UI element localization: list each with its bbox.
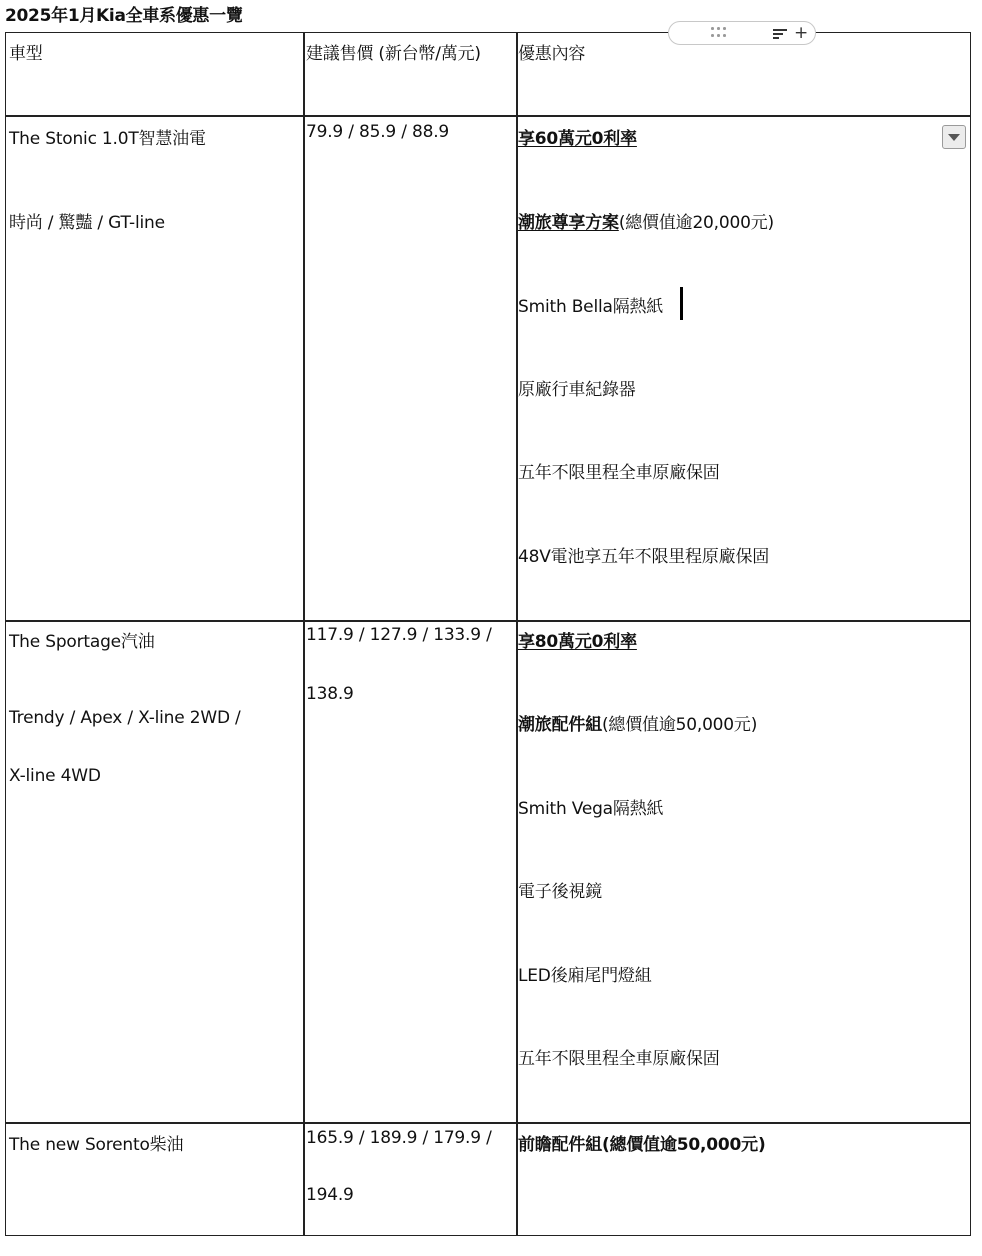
row-divider bbox=[6, 620, 970, 622]
table-toolbar[interactable] bbox=[668, 21, 816, 45]
row3-price-cont[interactable]: 194.9 bbox=[306, 1185, 354, 1205]
header-price: 建議售價 (新台幣/萬元) bbox=[306, 44, 481, 64]
sort-lines-icon[interactable] bbox=[773, 29, 787, 39]
row1-offer-item[interactable]: 48V電池享五年不限里程原廠保固 bbox=[518, 547, 770, 567]
row1-offer-item[interactable]: Smith Bella隔熱紙 bbox=[518, 297, 664, 317]
row2-offer-item[interactable]: LED後廂尾門燈組 bbox=[518, 966, 652, 986]
row3-price[interactable]: 165.9 / 189.9 / 179.9 / bbox=[306, 1128, 492, 1148]
row3-model[interactable]: The new Sorento柴油 bbox=[9, 1135, 184, 1155]
plus-icon[interactable]: + bbox=[794, 23, 809, 43]
row2-price-cont[interactable]: 138.9 bbox=[306, 684, 354, 704]
row2-offer-item[interactable]: Smith Vega隔熱紙 bbox=[518, 799, 664, 819]
row1-price[interactable]: 79.9 / 85.9 / 88.9 bbox=[306, 122, 450, 142]
row1-financing-link[interactable]: 享60萬元0利率 bbox=[518, 129, 637, 149]
row-divider bbox=[6, 1122, 970, 1124]
row1-package-link[interactable]: 潮旅尊享方案 bbox=[518, 213, 619, 233]
row2-trims[interactable]: Trendy / Apex / X-line 2WD / bbox=[9, 708, 241, 728]
row1-package-value: (總價值逾20,000元) bbox=[618, 213, 774, 233]
row-divider bbox=[6, 115, 970, 117]
row1-model[interactable]: The Stonic 1.0T智慧油電 bbox=[9, 129, 206, 149]
row2-package[interactable] bbox=[518, 714, 757, 736]
row1-offer-item[interactable]: 原廠行車紀錄器 bbox=[518, 380, 636, 400]
row1-trims[interactable]: 時尚 / 驚豔 / GT-line bbox=[9, 213, 165, 233]
text-cursor bbox=[680, 287, 683, 320]
row2-offer-item[interactable]: 電子後視鏡 bbox=[518, 882, 602, 902]
row2-package-name: 潮旅配件組 bbox=[518, 715, 602, 735]
row2-model[interactable]: The Sportage汽油 bbox=[9, 632, 155, 652]
row2-package-value: (總價值逾50,000元) bbox=[602, 715, 758, 735]
row1-package[interactable] bbox=[518, 212, 774, 234]
row2-price[interactable]: 117.9 / 127.9 / 133.9 / bbox=[306, 625, 492, 645]
row1-offer-item[interactable]: 五年不限里程全車原廠保固 bbox=[518, 463, 720, 483]
row2-financing-link[interactable]: 享80萬元0利率 bbox=[518, 632, 637, 652]
drag-grip-icon[interactable] bbox=[711, 27, 729, 39]
header-model: 車型 bbox=[9, 44, 43, 64]
row3-package[interactable]: 前瞻配件組(總價值逾50,000元) bbox=[518, 1135, 766, 1155]
chevron-down-icon bbox=[948, 134, 960, 141]
header-offer: 優惠內容 bbox=[518, 44, 586, 64]
page-title: 2025年1月Kia全車系優惠一覽 bbox=[5, 6, 243, 26]
cell-dropdown-button[interactable] bbox=[942, 125, 966, 149]
row2-offer-item[interactable]: 五年不限里程全車原廠保固 bbox=[518, 1049, 720, 1069]
row2-trims-cont[interactable]: X-line 4WD bbox=[9, 766, 101, 786]
column-divider bbox=[303, 33, 305, 1235]
